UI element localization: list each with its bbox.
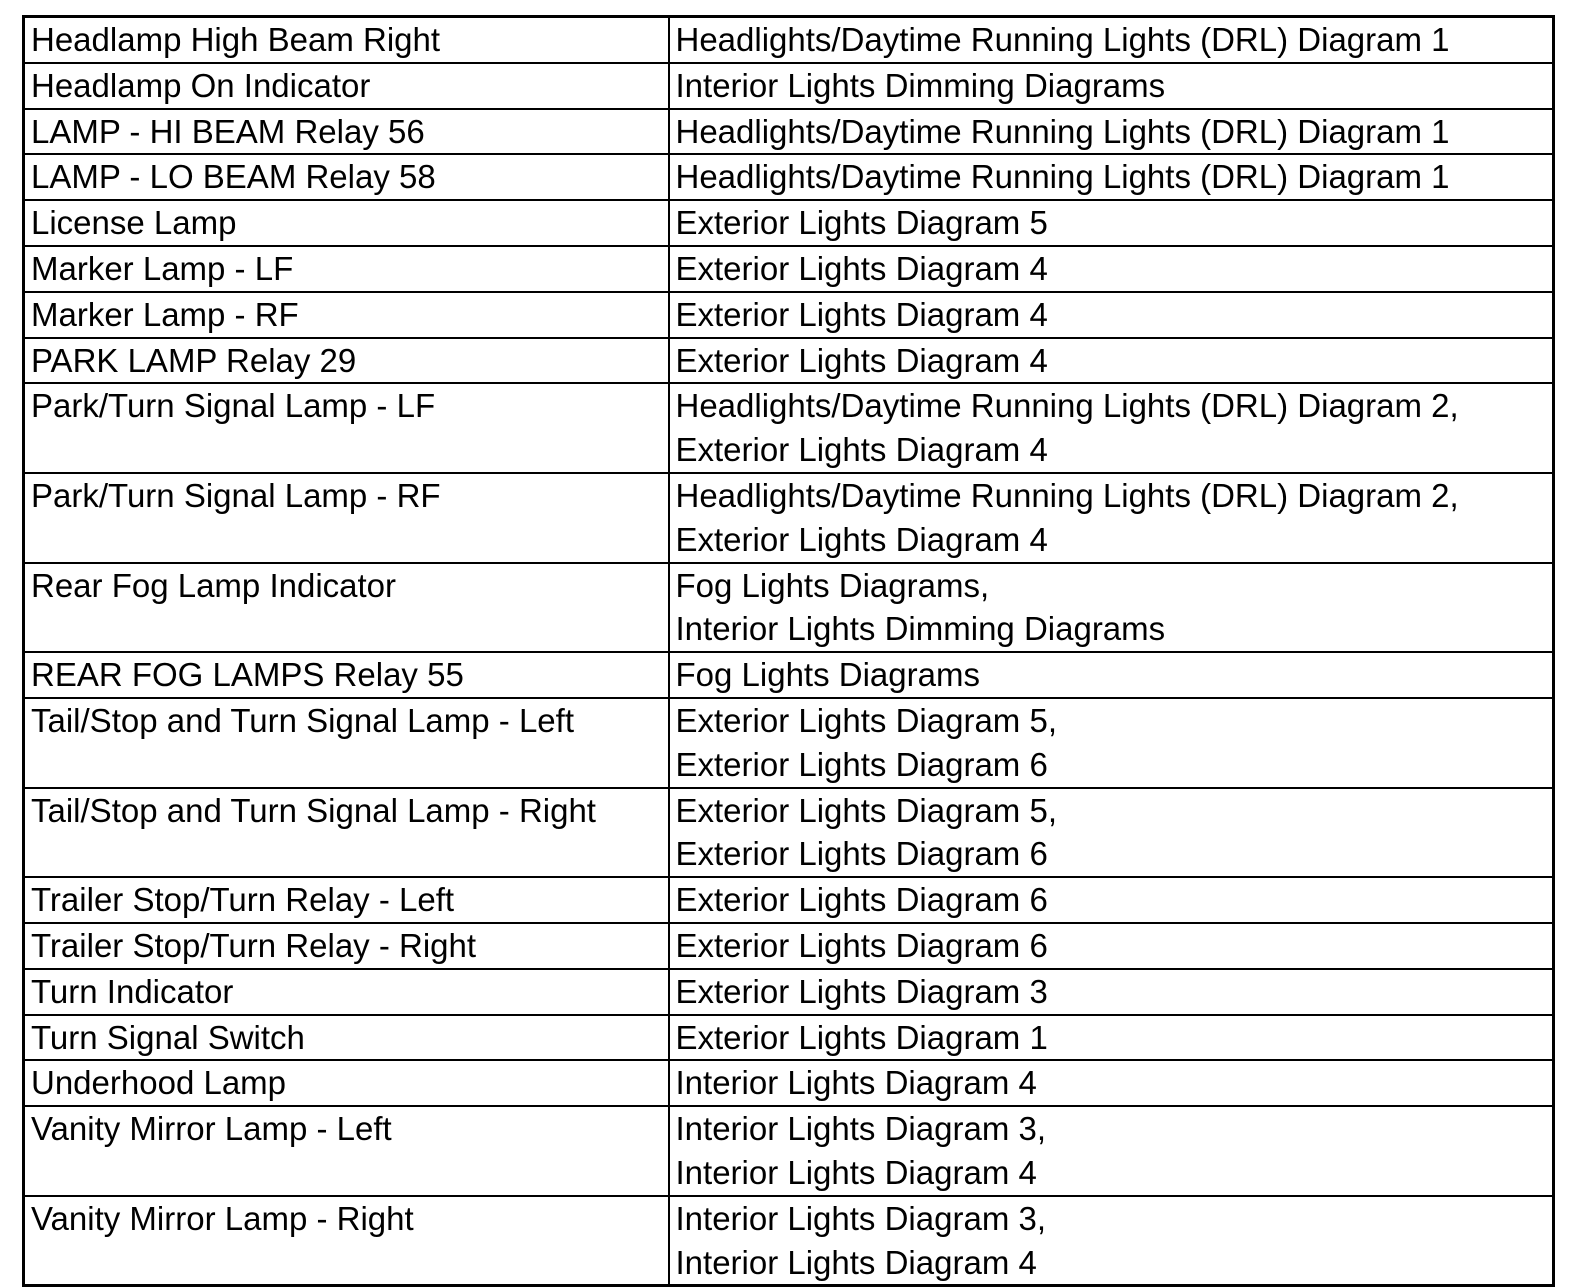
table-row	[24, 63, 1554, 109]
table-row	[24, 246, 1554, 292]
diagram-reference-line: Interior Lights Diagram 4	[675, 1153, 1037, 1191]
component-name-cell: Trailer Stop/Turn Relay - Left	[24, 877, 669, 923]
component-name-cell: Vanity Mirror Lamp - Left	[24, 1106, 669, 1196]
table-row	[24, 652, 1554, 698]
component-name-cell: Marker Lamp - LF	[24, 246, 669, 292]
component-name-cell: License Lamp	[24, 200, 669, 246]
diagram-reference-line: Headlights/Daytime Running Lights (DRL) Diagram 1	[675, 158, 1450, 196]
component-name-cell: Park/Turn Signal Lamp - LF	[24, 383, 669, 473]
table-body	[24, 17, 1554, 1286]
diagram-reference-cell	[669, 473, 1554, 563]
diagram-reference-line: Exterior Lights Diagram 6	[675, 835, 1048, 873]
diagram-reference-line: Interior Lights Diagram 4	[675, 1064, 1037, 1102]
diagram-reference-line: Headlights/Daytime Running Lights (DRL) Diagram 2,	[675, 476, 1459, 514]
component-name-cell: REAR FOG LAMPS Relay 55	[24, 652, 669, 698]
diagram-reference-cell	[669, 969, 1554, 1015]
component-name-cell: Tail/Stop and Turn Signal Lamp - Right	[24, 788, 669, 878]
table-row	[24, 1106, 1554, 1196]
component-name-cell: Turn Signal Switch	[24, 1015, 669, 1061]
component-name-cell: Marker Lamp - RF	[24, 292, 669, 338]
diagram-reference-line: Headlights/Daytime Running Lights (DRL) Diagram 2,	[675, 387, 1459, 425]
diagram-reference-line: Headlights/Daytime Running Lights (DRL) Diagram 1	[675, 21, 1450, 58]
table-row	[24, 923, 1554, 969]
diagram-reference-line: Interior Lights Dimming Diagrams	[675, 66, 1166, 104]
diagram-reference-line: Exterior Lights Diagram 1	[675, 1018, 1048, 1056]
diagram-reference-line: Interior Lights Diagram 3,	[675, 1199, 1046, 1237]
diagram-reference-line: Exterior Lights Diagram 4	[675, 341, 1048, 379]
table-row	[24, 877, 1554, 923]
diagram-reference-line: Exterior Lights Diagram 6	[675, 745, 1048, 783]
diagram-reference-line: Exterior Lights Diagram 5	[675, 204, 1048, 242]
component-locator-table	[22, 15, 1555, 1287]
diagram-reference-cell	[669, 1015, 1554, 1061]
table-row	[24, 154, 1554, 200]
table-row	[24, 1060, 1554, 1106]
table-row	[24, 383, 1554, 473]
diagram-reference-line: Headlights/Daytime Running Lights (DRL) Diagram 1	[675, 112, 1450, 150]
diagram-reference-cell	[669, 109, 1554, 155]
table-row	[24, 563, 1554, 653]
diagram-reference-line: Exterior Lights Diagram 4	[675, 249, 1048, 287]
diagram-reference-cell	[669, 17, 1554, 63]
diagram-reference-cell	[669, 1060, 1554, 1106]
diagram-reference-cell	[669, 788, 1554, 878]
component-name-cell: Vanity Mirror Lamp - Right	[24, 1196, 669, 1286]
component-name-cell: LAMP - HI BEAM Relay 56	[24, 109, 669, 155]
table-row	[24, 788, 1554, 878]
component-name-cell: Trailer Stop/Turn Relay - Right	[24, 923, 669, 969]
diagram-reference-line: Exterior Lights Diagram 4	[675, 520, 1048, 558]
component-name-cell: Headlamp High Beam Right	[24, 17, 669, 63]
table-row	[24, 292, 1554, 338]
diagram-reference-cell	[669, 63, 1554, 109]
diagram-reference-line: Interior Lights Diagram 3,	[675, 1110, 1046, 1148]
component-name-cell: Rear Fog Lamp Indicator	[24, 563, 669, 653]
diagram-reference-line: Exterior Lights Diagram 3	[675, 972, 1048, 1010]
diagram-reference-line: Exterior Lights Diagram 5,	[675, 791, 1057, 829]
diagram-reference-cell	[669, 338, 1554, 384]
diagram-reference-line: Interior Lights Diagram 4	[675, 1243, 1037, 1281]
component-name-cell: Underhood Lamp	[24, 1060, 669, 1106]
diagram-reference-cell	[669, 652, 1554, 698]
table-row	[24, 200, 1554, 246]
diagram-reference-cell	[669, 246, 1554, 292]
component-name-cell: Tail/Stop and Turn Signal Lamp - Left	[24, 698, 669, 788]
table-row	[24, 109, 1554, 155]
diagram-reference-cell	[669, 200, 1554, 246]
diagram-reference-line: Exterior Lights Diagram 5,	[675, 701, 1057, 739]
table-row	[24, 969, 1554, 1015]
diagram-reference-line: Exterior Lights Diagram 4	[675, 295, 1048, 333]
diagram-reference-cell	[669, 1106, 1554, 1196]
component-name-cell: PARK LAMP Relay 29	[24, 338, 669, 384]
diagram-reference-cell	[669, 1196, 1554, 1286]
diagram-reference-line: Interior Lights Dimming Diagrams	[675, 610, 1166, 648]
table-row	[24, 1196, 1554, 1286]
table-row	[24, 698, 1554, 788]
diagram-reference-line: Exterior Lights Diagram 6	[675, 881, 1048, 919]
diagram-reference-cell	[669, 877, 1554, 923]
diagram-reference-cell	[669, 383, 1554, 473]
diagram-reference-line: Fog Lights Diagrams,	[675, 566, 990, 604]
component-name-cell: Headlamp On Indicator	[24, 63, 669, 109]
component-name-cell: Turn Indicator	[24, 969, 669, 1015]
diagram-reference-line: Exterior Lights Diagram 4	[675, 431, 1048, 469]
diagram-reference-line: Exterior Lights Diagram 6	[675, 926, 1048, 964]
diagram-reference-cell	[669, 698, 1554, 788]
diagram-reference-cell	[669, 292, 1554, 338]
diagram-reference-line: Fog Lights Diagrams	[675, 656, 980, 694]
diagram-reference-cell	[669, 154, 1554, 200]
diagram-reference-cell	[669, 923, 1554, 969]
table-row	[24, 473, 1554, 563]
table-row	[24, 17, 1554, 63]
table-row	[24, 338, 1554, 384]
table-row	[24, 1015, 1554, 1061]
component-name-cell: Park/Turn Signal Lamp - RF	[24, 473, 669, 563]
diagram-reference-cell	[669, 563, 1554, 653]
component-name-cell: LAMP - LO BEAM Relay 58	[24, 154, 669, 200]
